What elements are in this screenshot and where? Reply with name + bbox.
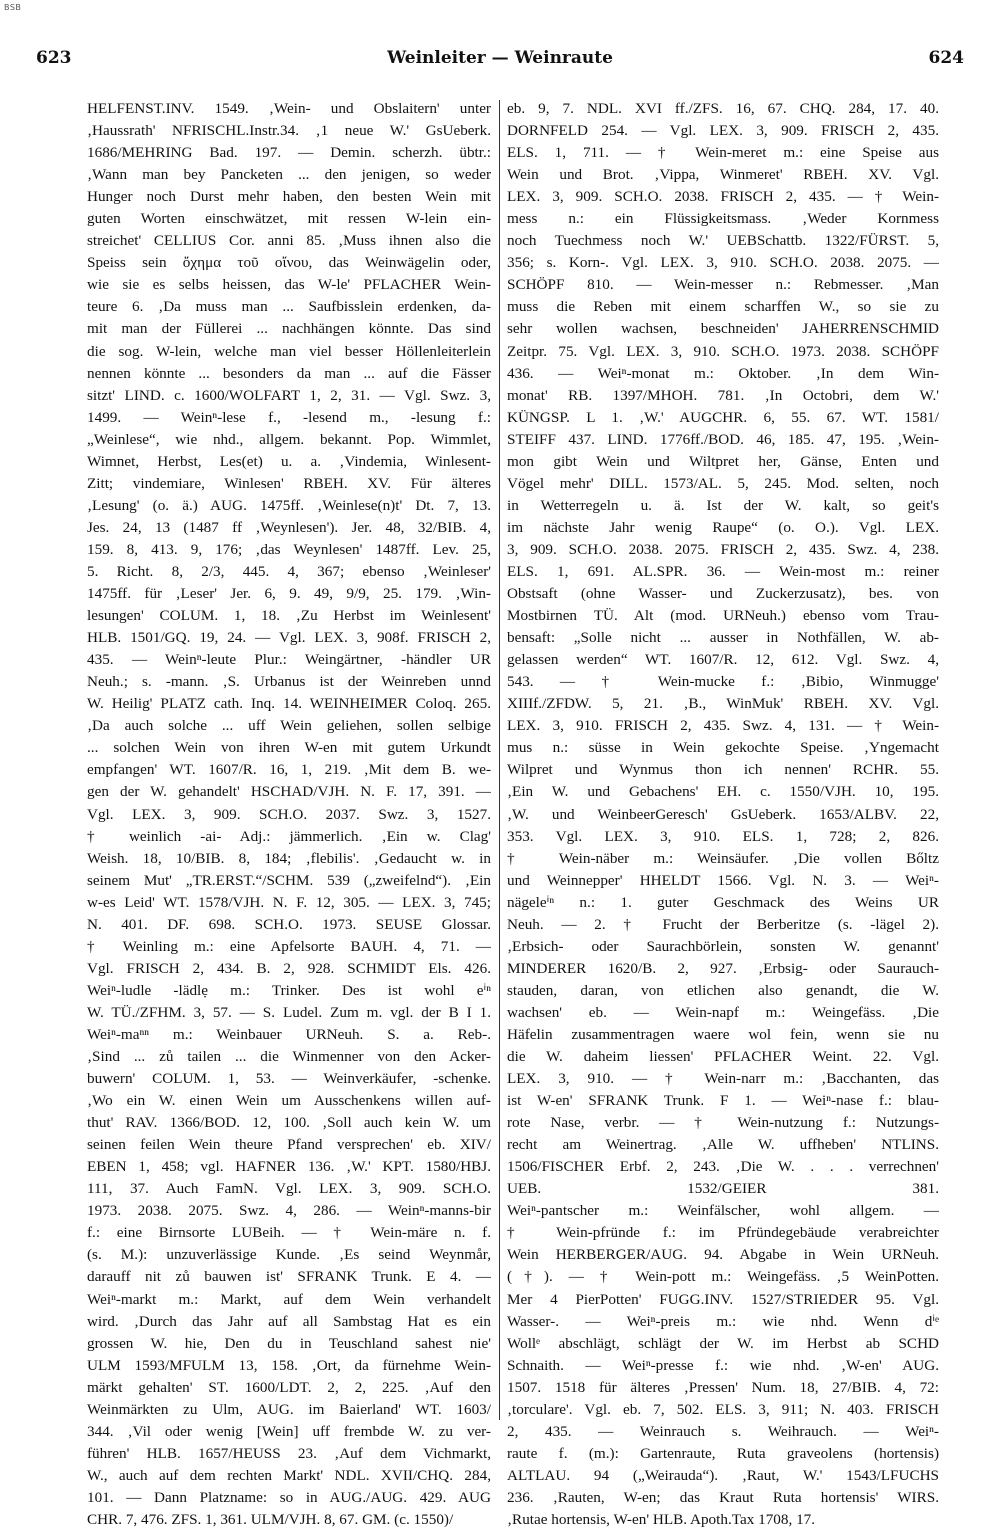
text-line: mit man der Füllerei ... nachhängen könnte. Das sind (87, 320, 491, 338)
text-line: bensaft: „Solle nicht ... ausser in Nothfällen, W. ab- (507, 629, 939, 647)
text-line: Zeitpr. 75. Vgl. LEX. 3, 910. SCH.O. 1973. 2038. SCHÖPF (507, 342, 939, 360)
text-line: ALTLAU. 94 („Weirauda“). ‚Raut, W.' 1543/LFUCHS (507, 1466, 939, 1484)
text-line: eb. 9, 7. NDL. XVI ff./ZFS. 16, 67. CHQ. 284, 17. 40. (507, 100, 939, 117)
text-line: ‚Wo ein W. einen Wein um Ausschenkens willen auf- (87, 1092, 491, 1110)
text-line: noch Tuechmess noch W.' UEBSchattb. 1322/FÜRST. 5, (507, 232, 939, 250)
text-line: Wimnet, Herbst, Les(et) u. a. ‚Vindemia, Winlesent- (87, 452, 491, 470)
text-line: ELS. 1, 711. — † Wein-meret m.: eine Speise aus (507, 144, 939, 162)
text-line: 435. — Weinⁿ-leute Plur.: Weingärtner, -händler UR (87, 651, 491, 669)
text-line: Neuh.; s. -mann. ‚S. Urbanus ist der Weinreben unnd (87, 673, 491, 691)
text-line: MINDERER 1620/B. 2, 927. ‚Erbsig- oder Saurauch- (507, 959, 939, 977)
text-line: 356; s. Korn-. Vgl. LEX. 3, 910. SCH.O. 2038. 2075. — (507, 254, 939, 272)
text-line: ‚Ein W. und Gebachens' EH. c. 1550/VJH. 10, 195. (507, 783, 939, 801)
text-line: Weish. 18, 10/BIB. 8, 184; ‚flebilis'. ‚Gedaucht w. in (87, 849, 491, 867)
text-line: im nächste Jahr wenig Raupe“ (o. O.). Vgl. LEX. (507, 518, 939, 536)
text-line: ist W-en' SFRANK Trunk. F 1. — Weiⁿ-nase f.: blau- (507, 1092, 939, 1110)
text-line: 3, 909. SCH.O. 2038. 2075. FRISCH 2, 435. Swz. 4, 238. (507, 540, 939, 558)
text-line: Zitt; vindemiare, Winlesen' RBEH. XV. Für älteres (87, 474, 491, 492)
text-line: Neuh. — 2. † Frucht der Berberitze (s. -lägel 2). (507, 915, 939, 933)
text-line: † Weinling m.: eine Apfelsorte BAUH. 4, 71. — (87, 937, 491, 955)
text-line: mon gibt Wein und Wiltpret her, Gänse, Enten und (507, 452, 939, 470)
text-line: 101. — Dann Platzname: so in AUG./AUG. 429. AUG (87, 1488, 491, 1506)
text-line: Häfelin zusammentragen waere wol fein, wenn sie nu (507, 1025, 939, 1043)
text-line: ‚Lesung' (o. ä.) AUG. 1475ff. ‚Weinlese(n)t' Dt. 7, 13. (87, 496, 491, 514)
text-line: wachsen' eb. — Wein-napf m.: Weingefäss. ‚Die (507, 1003, 939, 1021)
text-line: in Wetterregeln u. ä. Ist der W. kalt, so geit's (507, 496, 939, 514)
text-line: buwern' COLUM. 1, 53. — Weinverkäufer, -schenke. (87, 1070, 491, 1088)
column-divider (499, 100, 500, 1420)
text-line: KÜNGSP. L 1. ‚W.' AUGCHR. 6, 55. 67. WT. 1581/ (507, 408, 939, 426)
right-column (507, 98, 939, 1531)
text-line: rote Nase, verbr. — † Wein-nutzung f.: Nutzungs- (507, 1114, 939, 1132)
library-watermark: BSB (4, 3, 22, 12)
text-line: LEX. 3, 910. FRISCH 2, 435. Swz. 4, 131. — † Wein- (507, 717, 939, 735)
text-line: die sog. W-lein, welche man viel besser Höllenleiterlein (87, 342, 491, 360)
text-line: Vögel mehr' DILL. 1573/AL. 5, 245. Mod. selten, noch (507, 474, 939, 492)
text-line: sehr wollen wachsen, beschneiden' JAHERRENSCHMID (507, 320, 939, 338)
text-line: Wasser-. — Weiⁿ-preis m.: wie nhd. Wenn dⁱᵉ (507, 1312, 939, 1330)
text-line: ‚W. und WeinbeerGeresch' GsUeberk. 1653/ALBV. 22, (507, 805, 939, 823)
text-line: empfangen' WT. 1607/R. 16, 1, 219. ‚Mit dem B. we- (87, 761, 491, 779)
text-line: Wein HERBERGER/AUG. 94. Abgabe in Wein URNeuh. (507, 1246, 939, 1264)
text-line: † Wein-pfründe f.: im Pfründegebäude verabreichter (507, 1224, 939, 1242)
text-line: Wollᵉ abschlägt, schlägt der W. im Herbst ab SCHD (507, 1334, 939, 1352)
text-line: 1507. 1518 für älteres ‚Pressen' Num. 18, 27/BIB. 4, 72: (507, 1378, 939, 1396)
page-number-left: 623 (36, 48, 72, 68)
text-line: Vgl. LEX. 3, 909. SCH.O. 2037. Swz. 3, 1527. (87, 805, 491, 823)
text-line: UEB. 1532/GEIER 381. (507, 1180, 939, 1198)
text-line: wird. ‚Durch das Jahr auf all Sambstag Hat es ein (87, 1312, 491, 1330)
text-line: 436. — Weiⁿ-monat m.: Oktober. ‚In dem Win- (507, 364, 939, 382)
text-line: sitzt' LIND. c. 1600/WOLFART 1, 2, 31. — Vgl. Swz. 3, (87, 386, 491, 404)
text-line: 1686/MEHRING Bad. 197. — Demin. scherzh. übtr.: (87, 144, 491, 162)
text-line: 344. ‚Vil oder wenig [Wein] uff frembde W. zu ver- (87, 1422, 491, 1440)
text-line: LEX. 3, 909. SCH.O. 2038. FRISCH 2, 435. — † Wein- (507, 188, 939, 206)
text-line: stauden, daran, von etlichen also genandt, die W. (507, 981, 939, 999)
text-line: 1506/FISCHER Erbf. 2, 243. ‚Die W. . . . verrechnen' (507, 1158, 939, 1176)
text-line: märkt gehalten' ST. 1600/LDT. 2, 2, 225. ‚Auf den (87, 1378, 491, 1396)
text-line: XIIIf./ZFDW. 5, 21. ‚B., WinMuk' RBEH. XV. Vgl. (507, 695, 939, 713)
text-line: EBEN 1, 458; vgl. HAFNER 136. ‚W.' KPT. 1580/HBJ. (87, 1158, 491, 1176)
text-line: Obstsaft (ohne Wasser- und Zuckerzusatz), bes. von (507, 585, 939, 603)
text-line: STEIFF 437. LIND. 1776ff./BOD. 46, 185. 47, 195. ‚Wein- (507, 430, 939, 448)
text-line: ELS. 1, 691. AL.SPR. 36. — Wein-most m.: reiner (507, 562, 939, 580)
text-line: führen' HLB. 1657/HEUSS 23. ‚Auf dem Vichmarkt, (87, 1444, 491, 1462)
text-line: streichet' CELLIUS Cor. anni 85. ‚Muss ihnen also die (87, 232, 491, 250)
text-line: 236. ‚Rauten, W-en; das Kraut Ruta hortensis' WIRS. (507, 1488, 939, 1506)
text-line: guten Worten einschwätzet, mit ressen W-lein ein- (87, 210, 491, 228)
text-line: thut' RAV. 1366/BOD. 12, 100. ‚Soll auch kein W. um (87, 1114, 491, 1132)
text-line: „Weinlese“, wie nhd., allgem. bekannt. Pop. Wimmlet, (87, 430, 491, 448)
text-line: 5. Richt. 8, 2/3, 445. 4, 367; ebenso ‚Weinleser' (87, 562, 491, 580)
text-line: Weiⁿ-maⁿⁿ m.: Weinbauer URNeuh. S. a. Reb-. (87, 1025, 491, 1043)
text-line: mus n.: süsse in Wein gekochte Speise. ‚Yngemacht (507, 739, 939, 757)
text-line: 543. — † Wein-mucke f.: ‚Bibio, Winmugge' (507, 673, 939, 691)
page-number-right: 624 (928, 48, 964, 68)
text-line: 111, 37. Auch FamN. Vgl. LEX. 3, 909. SCH.O. (87, 1180, 491, 1198)
text-line: teure 6. ‚Da muss man ... Saufbisslein erdenken, da- (87, 298, 491, 316)
text-line: 1499. — Weinⁿ-lese f., -lesend m., -lesung f.: (87, 408, 491, 426)
text-line: Speiss sein ὄχημα τοῦ οἴνου, das Weinwägelin oder, (87, 254, 491, 272)
text-line: grossen W. hie, Den du in Teuschland sahest nie' (87, 1334, 491, 1352)
text-line: Weiⁿ-markt m.: Markt, auf dem Wein verhandelt (87, 1290, 491, 1308)
text-line: ULM 1593/MFULM 13, 158. ‚Ort, da fürnehme Wein- (87, 1356, 491, 1374)
text-line: nennen könnte ... besonders da man ... auf die Fässer (87, 364, 491, 382)
text-line: und Weinnepper' HHELDT 1566. Vgl. N. 3. — Weiⁿ- (507, 871, 939, 889)
text-line: ‚torculare'. Vgl. eb. 7, 502. ELS. 3, 911; N. 403. FRISCH (507, 1400, 939, 1418)
page-header (36, 48, 964, 74)
text-line: darauff nit zů bauwen ist' SFRANK Trunk. E 4. — (87, 1268, 491, 1286)
text-line: raute f. (m.): Gartenraute, Ruta graveolens (hortensis) (507, 1444, 939, 1462)
text-line: gen der W. gehandelt' HSCHAD/VJH. N. F. 17, 391. — (87, 783, 491, 801)
text-line: Wein und Brot. ‚Vippa, Winmeret' RBEH. XV. Vgl. (507, 166, 939, 184)
text-line: (s. M.): unzuverlässige Kunde. ‚Es seind Weynmår, (87, 1246, 491, 1264)
text-line: Weiⁿ-pantscher m.: Weinfälscher, wohl allgem. — (507, 1202, 939, 1220)
text-line: Jes. 24, 13 (1487 ff ‚Weynlesen'). Jer. 48, 32/BIB. 4, (87, 518, 491, 536)
text-line: SCHÖPF 810. — Wein-messer n.: Rebmesser. ‚Man (507, 276, 939, 294)
text-line: W. Heilig' PLATZ cath. Inq. 14. WEINHEIMER Coloq. 265. (87, 695, 491, 713)
text-line: † Wein-näber m.: Weinsäufer. ‚Die vollen Bőltz (507, 849, 939, 867)
text-line: mess n.: ein Flüssigkeitsmass. ‚Weder Kornmess (507, 210, 939, 228)
text-line: ‚Da auch solche ... uff Wein geliehen, sollen selbige (87, 717, 491, 735)
text-line: ‚Haussrath' NFRISCHL.Instr.34. ‚1 neue W.' GsUeberk. (87, 122, 491, 140)
text-line: f.: eine Birnsorte LUBeih. — † Wein-märe n. f. (87, 1224, 491, 1242)
text-line: Hunger noch Durst mehr haben, den besten Wein mit (87, 188, 491, 206)
text-line: 353. Vgl. LEX. 3, 910. ELS. 1, 728; 2, 826. (507, 827, 939, 845)
text-line: HLB. 1501/GQ. 19, 24. — Vgl. LEX. 3, 908f. FRISCH 2, (87, 629, 491, 647)
text-line: 1475ff. für ‚Leser' Jer. 6, 9. 49, 9/9, 25. 179. ‚Win- (87, 585, 491, 603)
text-line: Weiⁿ-ludle -lädlẹ m.: Trinker. Des ist wohl eⁱⁿ (87, 981, 491, 999)
text-line: 1973. 2038. 2075. Swz. 4, 286. — Weinⁿ-manns-bir (87, 1202, 491, 1220)
text-line: wie sie es selbs heissen, das W-le' PFLACHER Wein- (87, 276, 491, 294)
text-line: Wilpret und Wynmus thon ich nennen' RCHR. 55. (507, 761, 939, 779)
text-line: ‚Rutae hortensis, W-en' HLB. Apoth.Tax 1708, 17. (507, 1511, 816, 1528)
text-line: seinen feilen Wein theure Pfand versprechen' eb. XIV/ (87, 1136, 491, 1154)
text-line: gelassen werden“ WT. 1607/R. 12, 612. Vgl. Swz. 4, (507, 651, 939, 669)
text-line: muss die Reben mit einem scharffen W., so sie zu (507, 298, 939, 316)
text-line: w-es Leid' WT. 1578/VJH. N. F. 12, 305. — LEX. 3, 745; (87, 893, 491, 911)
text-line: monat' RB. 1397/MHOH. 781. ‚In Octobri, dem W.' (507, 386, 939, 404)
text-line: Weinmärkten zu Ulm, AUG. im Baierland' WT. 1603/ (87, 1400, 491, 1418)
text-line: W., auch auf dem rechten Markt' NDL. XVII/CHQ. 284, (87, 1466, 491, 1484)
text-line: ... solchen Wein von ihren W-en mit gutem Urkundt (87, 739, 491, 757)
text-line: ‚Wann man bey Pancketen ... den jenigen, so weder (87, 166, 491, 184)
text-line: † weinlich -ai- Adj.: jämmerlich. ‚Ein w. Clag' (87, 827, 491, 845)
text-line: nägeleⁱⁿ n.: 1. guter Geschmack des Weins UR (507, 893, 939, 911)
text-line: HELFENST.INV. 1549. ‚Wein- und Obslaitern' unter (87, 100, 491, 117)
text-line: die W. daheim liessen' PFLACHER Weint. 22. Vgl. (507, 1048, 939, 1066)
text-line: recht am Weinertrag. ‚Alle W. uffheben' NTLINS. (507, 1136, 939, 1154)
text-line: N. 401. DF. 698. SCH.O. 1973. SEUSE Glossar. (87, 915, 491, 933)
text-line: 2, 435. — Weinrauch s. Weihrauch. — Weiⁿ- (507, 1422, 939, 1440)
text-line: Mer 4 PierPotten' FUGG.INV. 1527/STRIEDER 95. Vgl. (507, 1290, 939, 1308)
left-column (87, 98, 491, 1531)
text-line: lesungen' COLUM. 1, 18. ‚Zu Herbst im Weinlesent' (87, 607, 491, 625)
text-line: DORNFELD 254. — Vgl. LEX. 3, 909. FRISCH 2, 435. (507, 122, 939, 140)
text-line: Schnaith. — Weiⁿ-presse f.: wie nhd. ‚W-en' AUG. (507, 1356, 939, 1374)
text-line: (†). — † Wein-pott m.: Weingefäss. ‚5 WeinPotten. (507, 1268, 939, 1286)
text-line: 159. 8, 413. 9, 176; ‚das Weynlesen' 1487ff. Lev. 25, (87, 540, 491, 558)
text-line: Vgl. FRISCH 2, 434. B. 2, 928. SCHMIDT Els. 426. (87, 959, 491, 977)
text-line: ‚Sind ... zů tailen ... die Winmenner von den Acker- (87, 1048, 491, 1066)
text-line: Mostbirnen TÜ. Alt (mod. URNeuh.) ebenso vom Trau- (507, 607, 939, 625)
text-line: W. TÜ./ZFHM. 3, 57. — S. Ludel. Zum m. vgl. der B I 1. (87, 1003, 491, 1021)
text-line: LEX. 3, 910. — † Wein-narr m.: ‚Bacchanten, das (507, 1070, 939, 1088)
text-line: CHR. 7, 476. ZFS. 1, 361. ULM/VJH. 8, 67. GM. (c. 1550)/ (87, 1511, 454, 1528)
text-line: ‚Erbsich- oder Saurachbörlein, sonsten W. genannt' (507, 937, 939, 955)
running-title: Weinleiter — Weinraute (387, 48, 613, 68)
text-line: seinem Mut' „TR.ERST.“/SCHM. 539 („zweifelnd“). ‚Ein (87, 871, 491, 889)
